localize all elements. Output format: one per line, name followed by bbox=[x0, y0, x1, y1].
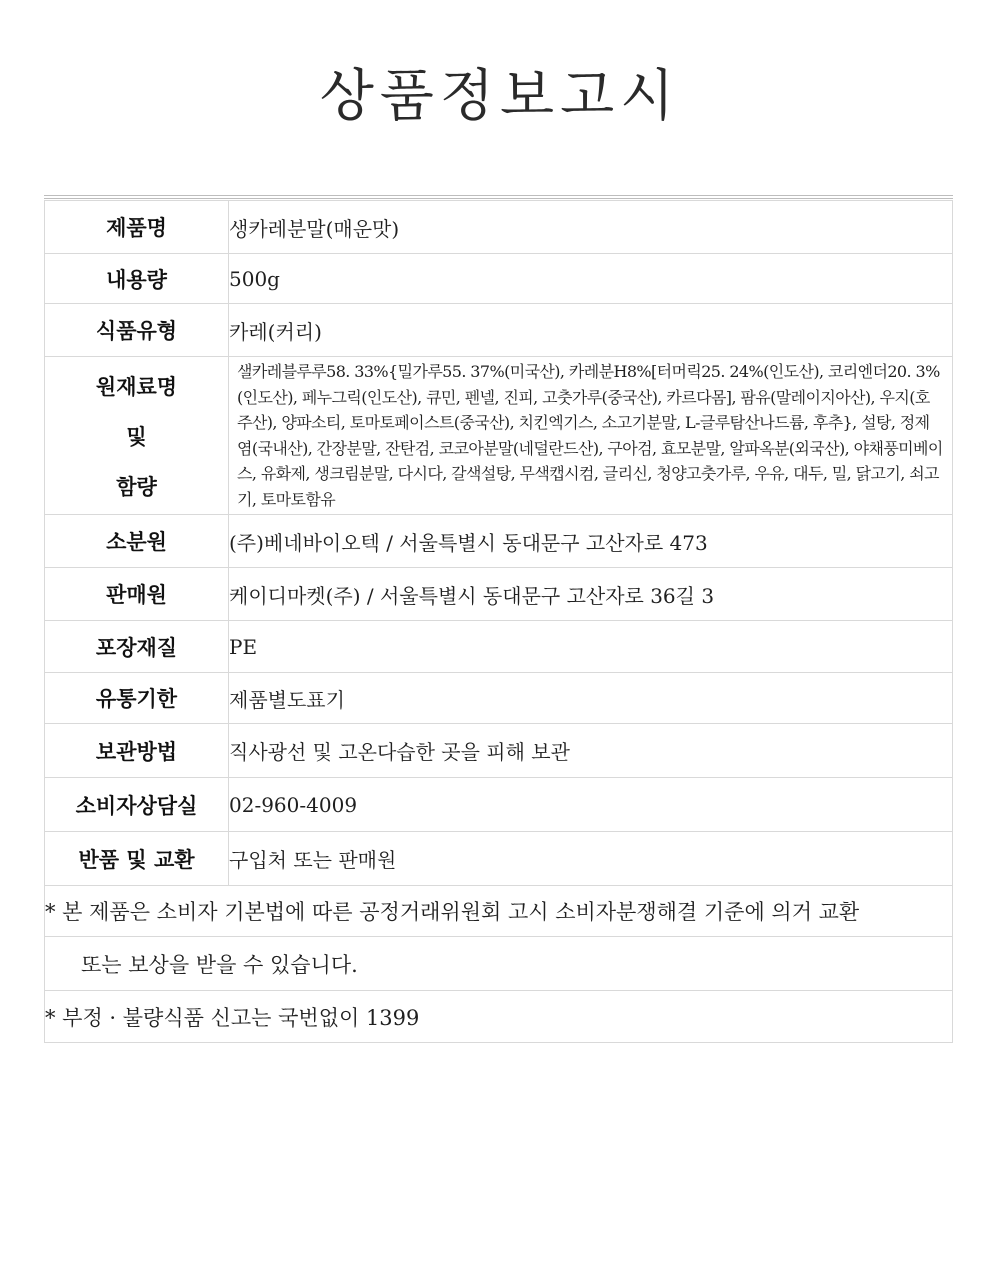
top-divider-inner bbox=[44, 198, 953, 199]
label-expiry: 유통기한 bbox=[45, 673, 229, 724]
row-notice-1a bbox=[45, 886, 953, 937]
value-ingredients: 샐카레블루루58. 33%{밀가루55. 37%(미국산), 카레분H8%[터머릭25. 24%(인도산), 코리엔더20. 3%(인도산), 페누그릭(인도산), 큐민, 펜넬, 진피, 고춧가루(중국산), 카르다몸], 팜유(말레이지아산), 우지(호주산), 양파소티, 토마토페이스트(중국산), 치킨엑기스, 소고기분말, L-글루탐산나드륨, 후추}, 설탕, 정제염(국내산), 간장분말, 잔탄검, 코코아분말(네덜란드산), 구아검, 효모분말, 알파옥분(외국산), 야채풍미베이스, 유화제, 생크림분말, 다시다, 갈색설탕, 무색캡시컴, 글리신, 청양고춧가루, 우유, 대두, 밀, 닭고기, 쇠고기, 토마토함유 bbox=[229, 357, 953, 515]
value-product-name: 생카레분말(매운맛) bbox=[229, 201, 953, 254]
notice-dispute-line2: 또는 보상을 받을 수 있습니다. bbox=[45, 937, 953, 991]
label-ingredients-line2: 및 bbox=[126, 423, 147, 449]
row-returns bbox=[45, 832, 953, 886]
label-food-type: 식품유형 bbox=[45, 304, 229, 357]
value-food-type: 카레(커리) bbox=[229, 304, 953, 357]
label-storage: 보관방법 bbox=[45, 724, 229, 778]
label-ingredients bbox=[45, 357, 229, 515]
value-expiry: 제품별도표기 bbox=[229, 673, 953, 724]
notice-report-hotline: * 부정 · 불량식품 신고는 국번없이 1399 bbox=[45, 991, 953, 1043]
label-packaging: 포장재질 bbox=[45, 621, 229, 673]
value-consumer-center: 02-960-4009 bbox=[229, 778, 953, 832]
label-product-name: 제품명 bbox=[45, 201, 229, 254]
row-notice-2 bbox=[45, 991, 953, 1043]
label-seller: 판매원 bbox=[45, 568, 229, 621]
title-block bbox=[0, 62, 1000, 132]
row-notice-1b bbox=[45, 937, 953, 991]
row-ingredients bbox=[45, 357, 953, 515]
value-packaging: PE bbox=[229, 621, 953, 673]
notice-dispute-line1: * 본 제품은 소비자 기본법에 따른 공정거래위원회 고시 소비자분쟁해결 기준에 의거 교환 bbox=[45, 886, 953, 937]
label-volume: 내용량 bbox=[45, 254, 229, 304]
label-ingredients-line3: 함량 bbox=[116, 473, 157, 499]
product-info-table bbox=[44, 200, 953, 1043]
label-ingredients-line1: 원재료명 bbox=[95, 373, 178, 399]
row-repacker bbox=[45, 515, 953, 568]
row-packaging bbox=[45, 621, 953, 673]
row-volume bbox=[45, 254, 953, 304]
row-product-name bbox=[45, 201, 953, 254]
row-storage bbox=[45, 724, 953, 778]
label-returns: 반품 및 교환 bbox=[45, 832, 229, 886]
row-food-type bbox=[45, 304, 953, 357]
value-storage: 직사광선 및 고온다습한 곳을 피해 보관 bbox=[229, 724, 953, 778]
value-returns: 구입처 또는 판매원 bbox=[229, 832, 953, 886]
value-seller: 케이디마켓(주) / 서울특별시 동대문구 고산자로 36길 3 bbox=[229, 568, 953, 621]
row-expiry bbox=[45, 673, 953, 724]
value-volume: 500g bbox=[229, 254, 953, 304]
top-divider bbox=[44, 195, 953, 196]
row-seller bbox=[45, 568, 953, 621]
value-repacker: (주)베네바이오텍 / 서울특별시 동대문구 고산자로 473 bbox=[229, 515, 953, 568]
page-title: 상품정보고시 bbox=[312, 62, 689, 132]
label-consumer-center: 소비자상담실 bbox=[45, 778, 229, 832]
label-repacker: 소분원 bbox=[45, 515, 229, 568]
row-consumer-center bbox=[45, 778, 953, 832]
